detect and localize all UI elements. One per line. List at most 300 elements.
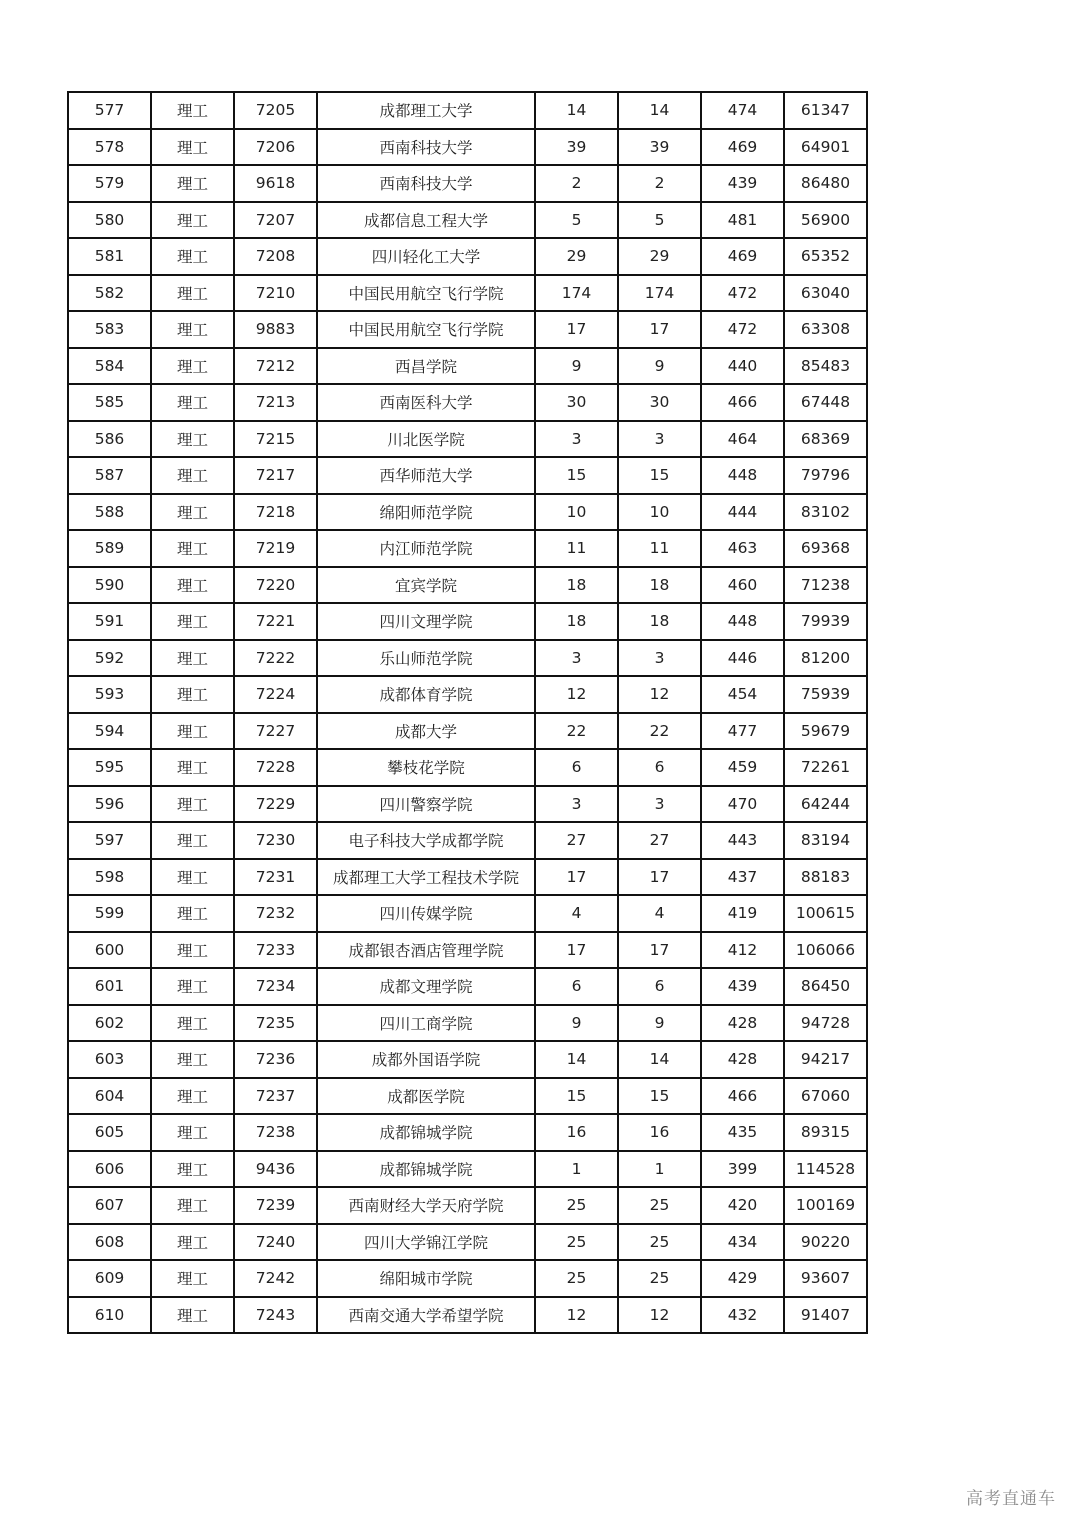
table-row [68,494,867,531]
cell-admitted-count: 11 [618,530,701,567]
cell-row-number: 604 [68,1078,151,1115]
cell-row-number: 579 [68,165,151,202]
cell-min-score: 454 [701,676,784,713]
cell-row-number: 586 [68,421,151,458]
cell-plan-count: 3 [535,421,618,458]
cell-category: 理工 [151,1224,234,1261]
cell-school-code: 7208 [234,238,317,275]
cell-category: 理工 [151,1151,234,1188]
cell-plan-count: 27 [535,822,618,859]
cell-min-rank: 67448 [784,384,867,421]
cell-row-number: 603 [68,1041,151,1078]
cell-min-rank: 59679 [784,713,867,750]
cell-admitted-count: 18 [618,603,701,640]
cell-min-score: 435 [701,1114,784,1151]
cell-min-rank: 72261 [784,749,867,786]
cell-admitted-count: 25 [618,1224,701,1261]
cell-school-name: 西南医科大学 [317,384,535,421]
table-row [68,275,867,312]
cell-school-code: 7234 [234,968,317,1005]
cell-min-rank: 91407 [784,1297,867,1334]
table-row [68,348,867,385]
cell-school-name: 四川文理学院 [317,603,535,640]
cell-row-number: 590 [68,567,151,604]
cell-plan-count: 9 [535,1005,618,1042]
cell-school-name: 西昌学院 [317,348,535,385]
table-row [68,1041,867,1078]
table-row [68,129,867,166]
cell-row-number: 581 [68,238,151,275]
cell-admitted-count: 27 [618,822,701,859]
cell-school-code: 7213 [234,384,317,421]
cell-row-number: 578 [68,129,151,166]
cell-school-name: 西华师范大学 [317,457,535,494]
table-row [68,384,867,421]
cell-school-code: 7235 [234,1005,317,1042]
cell-category: 理工 [151,1078,234,1115]
cell-min-rank: 83102 [784,494,867,531]
cell-plan-count: 15 [535,1078,618,1115]
cell-school-name: 四川警察学院 [317,786,535,823]
table-row [68,895,867,932]
table-row [68,1260,867,1297]
cell-min-rank: 81200 [784,640,867,677]
cell-category: 理工 [151,311,234,348]
cell-min-rank: 90220 [784,1224,867,1261]
table-row [68,713,867,750]
cell-min-score: 434 [701,1224,784,1261]
cell-school-name: 成都理工大学工程技术学院 [317,859,535,896]
cell-admitted-count: 4 [618,895,701,932]
cell-admitted-count: 25 [618,1187,701,1224]
cell-row-number: 610 [68,1297,151,1334]
cell-category: 理工 [151,859,234,896]
table-row [68,1005,867,1042]
table-row [68,640,867,677]
cell-min-score: 439 [701,968,784,1005]
cell-category: 理工 [151,530,234,567]
cell-min-rank: 93607 [784,1260,867,1297]
cell-min-rank: 63040 [784,275,867,312]
table-row [68,1151,867,1188]
cell-category: 理工 [151,348,234,385]
cell-row-number: 593 [68,676,151,713]
cell-school-code: 7207 [234,202,317,239]
cell-category: 理工 [151,749,234,786]
cell-admitted-count: 9 [618,1005,701,1042]
cell-plan-count: 15 [535,457,618,494]
cell-row-number: 587 [68,457,151,494]
cell-category: 理工 [151,238,234,275]
cell-plan-count: 25 [535,1224,618,1261]
cell-min-score: 444 [701,494,784,531]
table-row [68,1078,867,1115]
cell-plan-count: 18 [535,603,618,640]
cell-min-score: 437 [701,859,784,896]
cell-plan-count: 3 [535,786,618,823]
cell-school-code: 9618 [234,165,317,202]
cell-category: 理工 [151,1297,234,1334]
cell-min-score: 463 [701,530,784,567]
cell-school-name: 成都大学 [317,713,535,750]
cell-row-number: 596 [68,786,151,823]
cell-school-code: 7242 [234,1260,317,1297]
table-row [68,1114,867,1151]
cell-min-score: 429 [701,1260,784,1297]
cell-min-score: 477 [701,713,784,750]
cell-school-name: 成都体育学院 [317,676,535,713]
cell-school-code: 7232 [234,895,317,932]
cell-row-number: 583 [68,311,151,348]
cell-school-code: 7205 [234,92,317,129]
cell-row-number: 582 [68,275,151,312]
table-row [68,421,867,458]
cell-min-score: 481 [701,202,784,239]
cell-row-number: 591 [68,603,151,640]
cell-category: 理工 [151,202,234,239]
cell-min-rank: 75939 [784,676,867,713]
cell-min-score: 459 [701,749,784,786]
cell-admitted-count: 14 [618,1041,701,1078]
table-row [68,603,867,640]
table-row [68,859,867,896]
cell-min-rank: 114528 [784,1151,867,1188]
watermark: 高考直通车 [966,1489,1056,1509]
cell-school-name: 绵阳城市学院 [317,1260,535,1297]
cell-min-rank: 100169 [784,1187,867,1224]
cell-plan-count: 39 [535,129,618,166]
cell-school-name: 成都文理学院 [317,968,535,1005]
cell-min-rank: 61347 [784,92,867,129]
cell-plan-count: 30 [535,384,618,421]
cell-min-score: 466 [701,1078,784,1115]
cell-school-code: 7224 [234,676,317,713]
cell-row-number: 608 [68,1224,151,1261]
cell-school-code: 7243 [234,1297,317,1334]
cell-min-rank: 94217 [784,1041,867,1078]
cell-school-name: 成都锦城学院 [317,1114,535,1151]
cell-school-name: 西南科技大学 [317,165,535,202]
cell-admitted-count: 6 [618,968,701,1005]
cell-min-rank: 64901 [784,129,867,166]
cell-row-number: 600 [68,932,151,969]
cell-min-score: 448 [701,603,784,640]
cell-plan-count: 17 [535,859,618,896]
cell-school-code: 7228 [234,749,317,786]
cell-plan-count: 4 [535,895,618,932]
cell-plan-count: 2 [535,165,618,202]
cell-school-name: 成都信息工程大学 [317,202,535,239]
cell-min-rank: 89315 [784,1114,867,1151]
cell-row-number: 584 [68,348,151,385]
cell-school-code: 7240 [234,1224,317,1261]
cell-min-score: 472 [701,311,784,348]
cell-plan-count: 1 [535,1151,618,1188]
cell-min-score: 469 [701,129,784,166]
cell-admitted-count: 6 [618,749,701,786]
cell-category: 理工 [151,275,234,312]
cell-school-code: 7218 [234,494,317,531]
cell-admitted-count: 14 [618,92,701,129]
cell-min-score: 474 [701,92,784,129]
cell-admitted-count: 18 [618,567,701,604]
cell-admitted-count: 3 [618,640,701,677]
cell-school-code: 7219 [234,530,317,567]
cell-admitted-count: 17 [618,859,701,896]
table-row [68,968,867,1005]
cell-category: 理工 [151,932,234,969]
cell-school-code: 7239 [234,1187,317,1224]
cell-min-score: 446 [701,640,784,677]
table-row [68,311,867,348]
cell-school-code: 7222 [234,640,317,677]
table-row [68,530,867,567]
cell-admitted-count: 1 [618,1151,701,1188]
cell-admitted-count: 10 [618,494,701,531]
cell-min-rank: 94728 [784,1005,867,1042]
cell-plan-count: 6 [535,968,618,1005]
cell-school-code: 7237 [234,1078,317,1115]
cell-row-number: 599 [68,895,151,932]
cell-admitted-count: 22 [618,713,701,750]
cell-row-number: 607 [68,1187,151,1224]
cell-row-number: 597 [68,822,151,859]
cell-min-score: 428 [701,1041,784,1078]
cell-school-name: 西南科技大学 [317,129,535,166]
cell-row-number: 598 [68,859,151,896]
cell-plan-count: 3 [535,640,618,677]
cell-category: 理工 [151,786,234,823]
cell-min-rank: 68369 [784,421,867,458]
cell-row-number: 577 [68,92,151,129]
cell-category: 理工 [151,603,234,640]
table-row [68,92,867,129]
cell-plan-count: 12 [535,676,618,713]
cell-school-code: 7236 [234,1041,317,1078]
cell-min-score: 412 [701,932,784,969]
cell-admitted-count: 30 [618,384,701,421]
cell-min-rank: 65352 [784,238,867,275]
cell-plan-count: 17 [535,932,618,969]
cell-min-score: 439 [701,165,784,202]
cell-admitted-count: 174 [618,275,701,312]
cell-school-name: 绵阳师范学院 [317,494,535,531]
cell-min-score: 420 [701,1187,784,1224]
cell-plan-count: 174 [535,275,618,312]
cell-school-name: 西南交通大学希望学院 [317,1297,535,1334]
cell-min-score: 432 [701,1297,784,1334]
cell-school-name: 内江师范学院 [317,530,535,567]
cell-school-name: 成都外国语学院 [317,1041,535,1078]
cell-min-rank: 106066 [784,932,867,969]
cell-school-name: 四川大学锦江学院 [317,1224,535,1261]
cell-min-rank: 85483 [784,348,867,385]
cell-category: 理工 [151,640,234,677]
cell-school-code: 7233 [234,932,317,969]
cell-admitted-count: 15 [618,457,701,494]
cell-plan-count: 14 [535,1041,618,1078]
cell-row-number: 609 [68,1260,151,1297]
cell-school-code: 7217 [234,457,317,494]
cell-min-rank: 56900 [784,202,867,239]
cell-plan-count: 17 [535,311,618,348]
table-row [68,822,867,859]
cell-plan-count: 5 [535,202,618,239]
table-row [68,457,867,494]
cell-category: 理工 [151,494,234,531]
cell-admitted-count: 12 [618,676,701,713]
cell-school-code: 7210 [234,275,317,312]
cell-category: 理工 [151,968,234,1005]
cell-admitted-count: 15 [618,1078,701,1115]
cell-category: 理工 [151,713,234,750]
cell-school-name: 四川工商学院 [317,1005,535,1042]
cell-min-score: 419 [701,895,784,932]
cell-row-number: 585 [68,384,151,421]
cell-row-number: 602 [68,1005,151,1042]
table-row [68,1187,867,1224]
cell-admitted-count: 39 [618,129,701,166]
cell-school-code: 7215 [234,421,317,458]
cell-min-score: 448 [701,457,784,494]
table-row [68,1297,867,1334]
cell-category: 理工 [151,165,234,202]
cell-min-score: 469 [701,238,784,275]
cell-plan-count: 12 [535,1297,618,1334]
cell-min-score: 428 [701,1005,784,1042]
cell-plan-count: 11 [535,530,618,567]
cell-school-code: 7229 [234,786,317,823]
cell-category: 理工 [151,676,234,713]
cell-school-name: 四川轻化工大学 [317,238,535,275]
cell-school-name: 中国民用航空飞行学院 [317,275,535,312]
cell-row-number: 605 [68,1114,151,1151]
cell-min-score: 440 [701,348,784,385]
cell-school-code: 7206 [234,129,317,166]
cell-min-score: 466 [701,384,784,421]
cell-min-score: 443 [701,822,784,859]
cell-school-name: 电子科技大学成都学院 [317,822,535,859]
cell-min-rank: 79939 [784,603,867,640]
cell-school-name: 攀枝花学院 [317,749,535,786]
cell-school-name: 成都银杏酒店管理学院 [317,932,535,969]
cell-admitted-count: 12 [618,1297,701,1334]
cell-school-name: 成都理工大学 [317,92,535,129]
cell-school-code: 7230 [234,822,317,859]
cell-plan-count: 10 [535,494,618,531]
cell-row-number: 592 [68,640,151,677]
cell-school-code: 7212 [234,348,317,385]
cell-school-code: 9436 [234,1151,317,1188]
cell-category: 理工 [151,1260,234,1297]
cell-row-number: 595 [68,749,151,786]
cell-plan-count: 6 [535,749,618,786]
cell-min-rank: 86450 [784,968,867,1005]
cell-plan-count: 25 [535,1187,618,1224]
cell-school-name: 宜宾学院 [317,567,535,604]
cell-category: 理工 [151,92,234,129]
cell-school-name: 乐山师范学院 [317,640,535,677]
cell-school-name: 成都锦城学院 [317,1151,535,1188]
cell-category: 理工 [151,822,234,859]
cell-category: 理工 [151,567,234,604]
cell-school-name: 成都医学院 [317,1078,535,1115]
cell-school-code: 7227 [234,713,317,750]
cell-min-rank: 67060 [784,1078,867,1115]
cell-category: 理工 [151,1114,234,1151]
cell-admitted-count: 3 [618,421,701,458]
cell-admitted-count: 17 [618,311,701,348]
cell-admitted-count: 9 [618,348,701,385]
cell-category: 理工 [151,129,234,166]
table-body [68,92,867,1333]
cell-min-rank: 83194 [784,822,867,859]
cell-category: 理工 [151,1041,234,1078]
cell-row-number: 594 [68,713,151,750]
cell-min-rank: 88183 [784,859,867,896]
cell-admitted-count: 16 [618,1114,701,1151]
cell-min-rank: 86480 [784,165,867,202]
cell-admitted-count: 3 [618,786,701,823]
table-row [68,202,867,239]
cell-category: 理工 [151,457,234,494]
cell-category: 理工 [151,895,234,932]
table-row [68,749,867,786]
cell-plan-count: 25 [535,1260,618,1297]
cell-min-rank: 79796 [784,457,867,494]
cell-school-code: 7220 [234,567,317,604]
table-row [68,567,867,604]
cell-row-number: 601 [68,968,151,1005]
cell-admitted-count: 29 [618,238,701,275]
cell-school-code: 7221 [234,603,317,640]
cell-min-score: 460 [701,567,784,604]
admission-table-container [67,91,868,1334]
cell-school-name: 四川传媒学院 [317,895,535,932]
cell-admitted-count: 17 [618,932,701,969]
cell-row-number: 588 [68,494,151,531]
cell-plan-count: 18 [535,567,618,604]
cell-admitted-count: 2 [618,165,701,202]
cell-school-name: 川北医学院 [317,421,535,458]
cell-plan-count: 14 [535,92,618,129]
cell-plan-count: 29 [535,238,618,275]
cell-plan-count: 9 [535,348,618,385]
admission-table [67,91,868,1334]
cell-school-name: 西南财经大学天府学院 [317,1187,535,1224]
table-row [68,238,867,275]
cell-school-code: 7231 [234,859,317,896]
cell-min-rank: 100615 [784,895,867,932]
cell-min-rank: 69368 [784,530,867,567]
table-row [68,932,867,969]
cell-min-score: 470 [701,786,784,823]
table-row [68,676,867,713]
table-row [68,165,867,202]
cell-min-score: 464 [701,421,784,458]
cell-min-rank: 63308 [784,311,867,348]
cell-category: 理工 [151,421,234,458]
cell-row-number: 606 [68,1151,151,1188]
cell-category: 理工 [151,1187,234,1224]
cell-school-code: 7238 [234,1114,317,1151]
table-row [68,786,867,823]
cell-school-name: 中国民用航空飞行学院 [317,311,535,348]
cell-min-rank: 64244 [784,786,867,823]
cell-category: 理工 [151,384,234,421]
cell-school-code: 9883 [234,311,317,348]
cell-plan-count: 16 [535,1114,618,1151]
